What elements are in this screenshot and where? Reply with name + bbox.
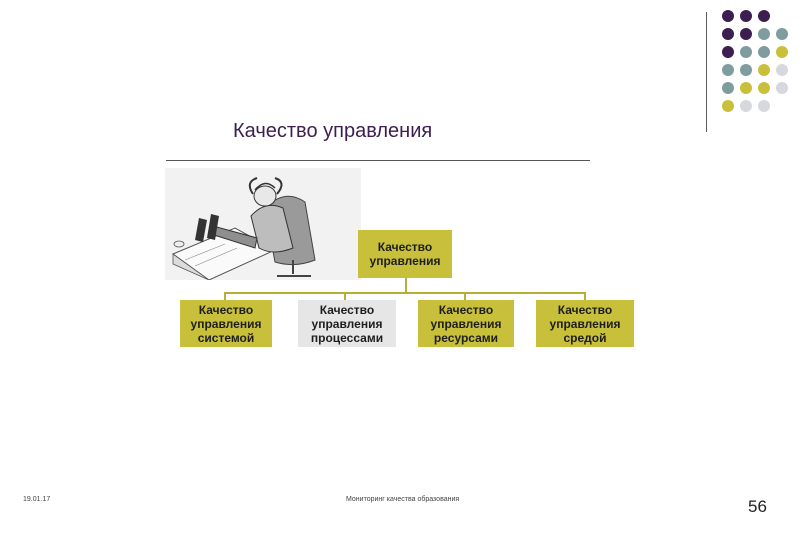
footer-caption: Мониторинг качества образования [346,496,460,503]
chart-box-environment: Качество управления средой [536,300,634,347]
chart-box-processes: Качество управления процессами [298,300,396,347]
title-underline [166,160,590,161]
connector-child-1 [224,292,226,300]
connector-horizontal [224,292,586,294]
manager-illustration [165,168,361,280]
chart-box-system: Качество управления системой [180,300,272,347]
footer-date: 19.01.17 [23,496,51,503]
slide-title: Качество управления [233,120,433,142]
chart-root-box: Качество управления [358,230,452,278]
connector-child-2 [344,292,346,300]
page-number: 56 [748,497,767,516]
chart-box-resources: Качество управления ресурсами [418,300,514,347]
connector-root-down [405,278,407,292]
connector-child-3 [464,292,466,300]
decorative-divider [706,12,707,132]
connector-child-4 [584,292,586,300]
decorative-dot-grid [710,10,800,118]
